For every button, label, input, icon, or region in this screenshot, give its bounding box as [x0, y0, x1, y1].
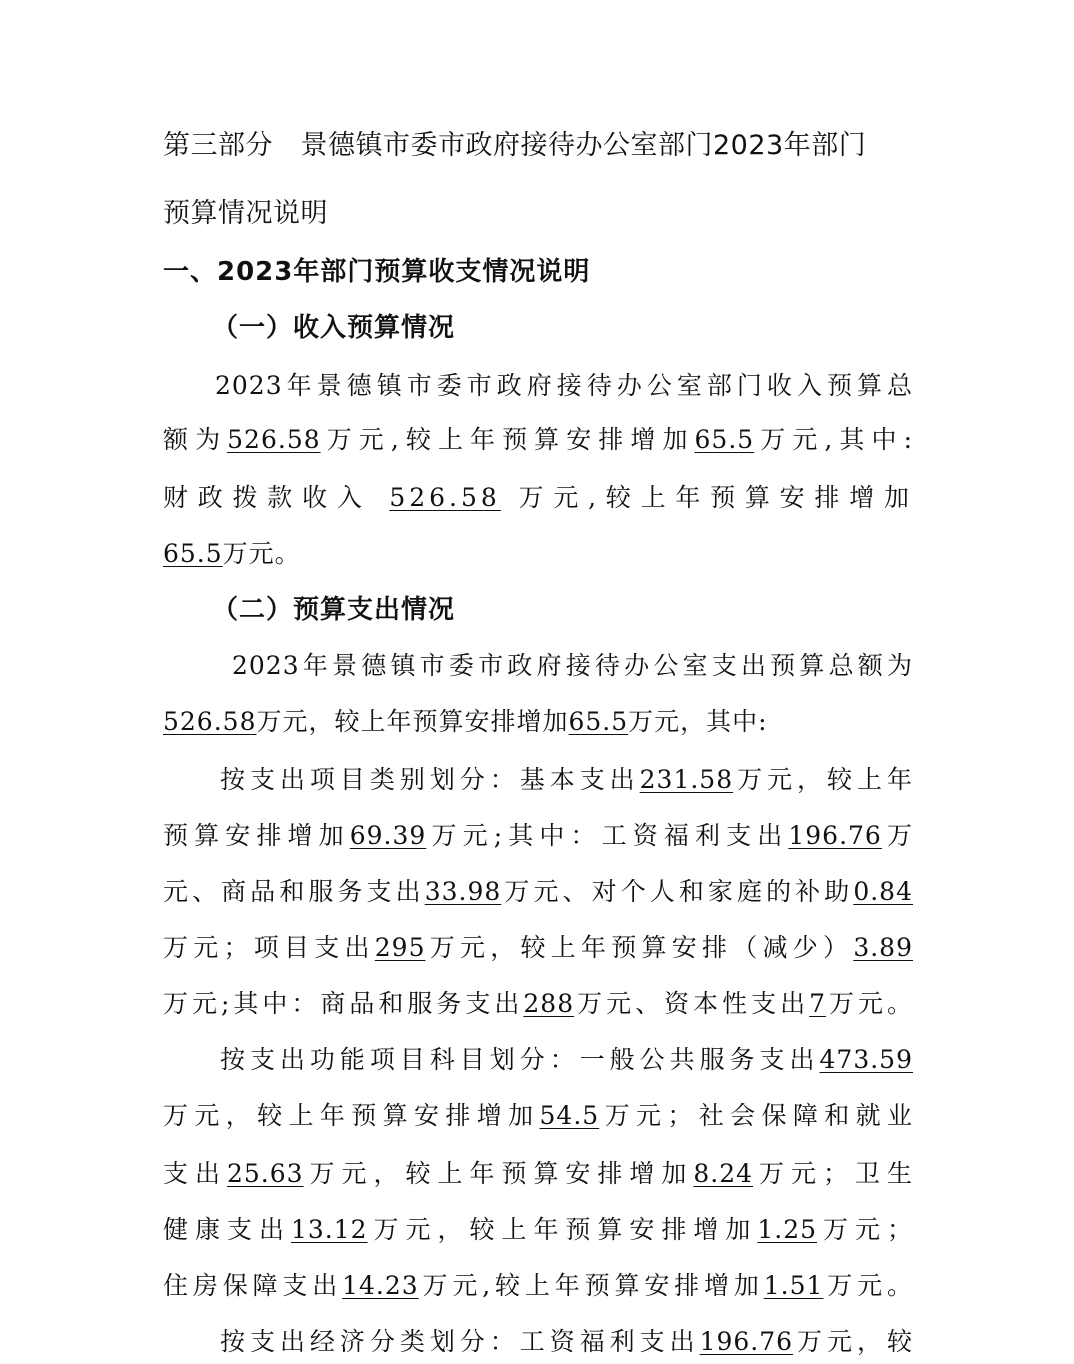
section-heading: 一、2023年部门预算收支情况说明: [163, 257, 591, 287]
income-total: 526.58: [227, 425, 321, 454]
subsidy-expense: 0.84: [853, 877, 913, 906]
expense-line-2: 526.58万元，较上年预算安排增加65.5万元，其中:: [163, 707, 768, 736]
economic-line-1: 按支出经济分类划分：工资福利支出196.76万元，较: [220, 1327, 913, 1356]
basic-increase: 69.39: [349, 821, 427, 850]
function-line-1: 按支出功能项目科目划分：一般公共服务支出473.59: [220, 1045, 913, 1074]
income-increase: 65.5: [694, 425, 755, 454]
function-line-4: 健康支出13.12万元，较上年预算安排增加1.25万元；: [163, 1215, 913, 1244]
category-line-1: 按支出项目类别划分：基本支出231.58万元，较上年: [220, 765, 913, 794]
page-title-line-2: 预算情况说明: [163, 198, 328, 229]
function-line-2: 万元，较上年预算安排增加54.5万元；社会保障和就业: [163, 1101, 913, 1130]
goods-expense: 33.98: [424, 877, 502, 906]
salary-expense: 196.76: [788, 821, 882, 850]
housing-increase: 1.51: [763, 1271, 824, 1300]
expense-increase: 65.5: [568, 707, 629, 736]
income-line-2: 额为526.58万元,较上年预算安排增加65.5万元,其中:: [163, 425, 914, 454]
capital-expense: 7: [809, 989, 826, 1018]
income-line-1: 2023年景德镇市委市政府接待办公室部门收入预算总: [215, 371, 913, 400]
basic-expense: 231.58: [639, 765, 734, 794]
category-line-5: 万元;其中：商品和服务支出288万元、资本性支出7万元。: [163, 989, 913, 1018]
health-increase: 1.25: [757, 1215, 818, 1244]
subsection-heading-income: （一）收入预算情况: [212, 313, 456, 343]
project-expense: 295: [374, 933, 426, 962]
general-service-increase: 54.5: [539, 1101, 600, 1130]
category-line-2: 预算安排增加69.39万元;其中：工资福利支出196.76万: [163, 821, 913, 850]
expense-total: 526.58: [163, 707, 257, 736]
subsection-heading-expense: （二）预算支出情况: [212, 595, 456, 625]
health-expense: 13.12: [290, 1215, 368, 1244]
function-line-3: 支出25.63万元，较上年预算安排增加8.24万元；卫生: [163, 1159, 913, 1188]
income-line-3: 财政拨款收入 526.58 万元,较上年预算安排增加: [163, 483, 913, 512]
economic-salary-expense: 196.76: [699, 1327, 794, 1356]
housing-expense: 14.23: [342, 1271, 419, 1300]
project-goods-expense: 288: [523, 989, 575, 1018]
category-line-3: 元、商品和服务支出33.98万元、对个人和家庭的补助0.84: [163, 877, 913, 906]
category-line-4: 万元；项目支出295万元，较上年预算安排（减少）3.89: [163, 933, 913, 962]
fiscal-income: 526.58: [389, 483, 501, 512]
fiscal-increase: 65.5: [163, 539, 223, 568]
function-line-5: 住房保障支出14.23万元,较上年预算安排增加1.51万元。: [163, 1271, 913, 1300]
page-title-line-1: 第三部分 景德镇市委市政府接待办公室部门2023年部门: [163, 130, 867, 161]
social-security-increase: 8.24: [693, 1159, 754, 1188]
general-service-expense: 473.59: [819, 1045, 913, 1074]
social-security-expense: 25.63: [226, 1159, 304, 1188]
income-line-4: 65.5万元。: [163, 539, 301, 568]
expense-line-1: 2023年景德镇市委市政府接待办公室支出预算总额为: [232, 651, 913, 680]
project-decrease: 3.89: [853, 933, 913, 962]
